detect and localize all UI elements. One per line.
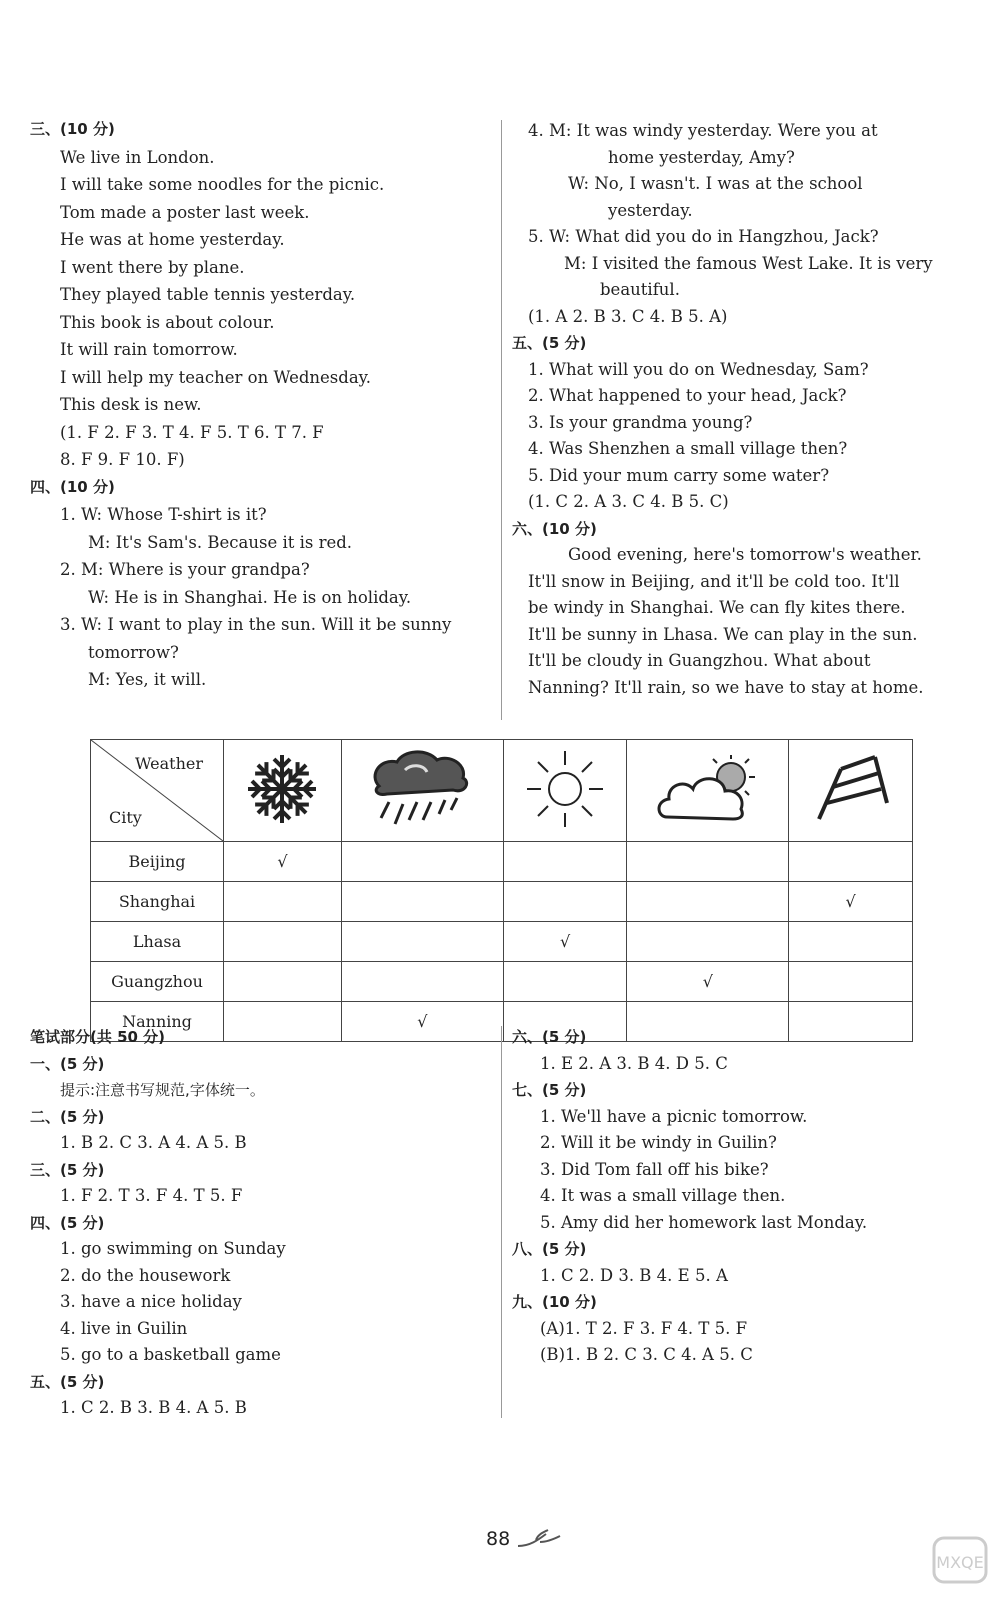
snow-icon [224, 740, 342, 842]
list-item: 4. Was Shenzhen a small village then? [528, 439, 848, 458]
mark-cell [341, 842, 503, 882]
city-cell: Lhasa [91, 922, 224, 962]
section-heading: 六、(5 分) [512, 1028, 587, 1046]
list-item: This desk is new. [60, 395, 202, 414]
mark-cell: √ [503, 922, 627, 962]
mark-cell: √ [789, 882, 913, 922]
section-heading: 三、(5 分) [30, 1160, 105, 1179]
section-heading: 四、(10 分) [30, 477, 115, 496]
leaf-ornament-icon [516, 1528, 566, 1554]
section-heading: 六、(10 分) [512, 519, 597, 538]
dialogue-line: 1. W: Whose T-shirt is it? [60, 505, 267, 524]
section-heading: 四、(5 分) [30, 1213, 105, 1232]
mark-cell [341, 922, 503, 962]
sun-icon [503, 740, 627, 842]
section-heading: 五、(5 分) [512, 334, 587, 352]
list-item: 5. Did your mum carry some water? [528, 465, 830, 485]
answer-line: (1. A 2. B 3. C 4. B 5. A) [528, 306, 728, 326]
list-item: 5. Amy did her homework last Monday. [540, 1212, 868, 1232]
list-item: 5. go to a basketball game [60, 1345, 281, 1364]
watermark-logo-icon [930, 1530, 990, 1590]
section-heading: 一、(5 分) [30, 1054, 105, 1073]
list-item: They played table tennis yesterday. [60, 285, 356, 304]
mark-cell [503, 962, 627, 1002]
passage-line: Good evening, here's tomorrow's weather. [568, 545, 922, 564]
listening-right-column [512, 118, 962, 701]
written-part-title: 笔试部分(共 50 分) [30, 1028, 166, 1046]
answer-line: 1. F 2. T 3. F 4. T 5. F [60, 1186, 243, 1205]
dialogue-line: 4. M: It was windy yesterday. Were you at [528, 121, 878, 140]
written-left-column [30, 1024, 490, 1422]
dialogue-line: beautiful. [600, 280, 680, 299]
table-row [91, 962, 913, 1002]
mark-cell [627, 842, 789, 882]
listening-left-column [30, 116, 490, 694]
mark-cell [224, 882, 342, 922]
table-row [91, 842, 913, 882]
section-heading: 七、(5 分) [512, 1081, 587, 1099]
answer-line: 1. E 2. A 3. B 4. D 5. C [540, 1053, 728, 1073]
mark-cell [224, 922, 342, 962]
city-cell: Beijing [91, 842, 224, 882]
list-item: 4. live in Guilin [60, 1318, 188, 1338]
answer-line: (B)1. B 2. C 3. C 4. A 5. C [540, 1345, 753, 1364]
list-item: I will help my teacher on Wednesday. [60, 367, 372, 387]
table-row [91, 922, 913, 962]
mark-cell [503, 842, 627, 882]
mark-cell: √ [627, 962, 789, 1002]
passage-line: be windy in Shanghai. We can fly kites there. [528, 598, 906, 617]
section-heading: 二、(5 分) [30, 1107, 105, 1126]
list-item: 3. Did Tom fall off his bike? [540, 1159, 769, 1179]
list-item: 1. go swimming on Sunday [60, 1239, 286, 1258]
answer-line: 1. C 2. D 3. B 4. E 5. A [540, 1265, 728, 1285]
dialogue-line: yesterday. [608, 200, 693, 220]
mark-cell [789, 962, 913, 1002]
table-header-row [91, 740, 913, 842]
city-cell: Nanning [91, 1002, 224, 1042]
dialogue-line: 2. M: Where is your grandpa? [60, 560, 310, 579]
passage-line: It'll be sunny in Lhasa. We can play in the sun. [528, 624, 918, 644]
dialogue-line: M: Yes, it will. [88, 670, 207, 689]
column-divider [501, 120, 502, 720]
weather-label: Weather [135, 754, 203, 773]
dialogue-line: home yesterday, Amy? [608, 147, 795, 167]
list-item: 2. What happened to your head, Jack? [528, 386, 847, 405]
mark-cell: √ [341, 1002, 503, 1042]
cloudy-icon [627, 740, 789, 842]
mark-cell: √ [224, 842, 342, 882]
weather-table [90, 739, 913, 1042]
mark-cell [789, 922, 913, 962]
dialogue-line: W: No, I wasn't. I was at the school [568, 174, 863, 193]
dialogue-line: M: I visited the famous West Lake. It is very [564, 253, 933, 273]
table-corner-cell [91, 740, 224, 842]
list-item: We live in London. [60, 147, 215, 167]
mark-cell [224, 962, 342, 1002]
list-item: 1. What will you do on Wednesday, Sam? [528, 359, 869, 379]
city-cell: Shanghai [91, 882, 224, 922]
mark-cell [627, 882, 789, 922]
section-heading: 五、(5 分) [30, 1372, 105, 1391]
list-item: 2. do the housework [60, 1265, 231, 1285]
answer-line: (1. C 2. A 3. C 4. B 5. C) [528, 492, 729, 511]
svg-text:MXQE: MXQE [936, 1553, 984, 1572]
passage-line: Nanning? It'll rain, so we have to stay at home. [528, 677, 924, 697]
list-item: Tom made a poster last week. [60, 202, 310, 222]
answer-line: 1. C 2. B 3. B 4. A 5. B [60, 1398, 247, 1417]
answer-line: 1. B 2. C 3. A 4. A 5. B [60, 1133, 247, 1152]
dialogue-line: W: He is in Shanghai. He is on holiday. [88, 587, 412, 607]
dialogue-line: 5. W: What did you do in Hangzhou, Jack? [528, 227, 879, 246]
answer-line: 8. F 9. F 10. F) [60, 450, 185, 469]
mark-cell [341, 962, 503, 1002]
city-label: City [109, 808, 142, 827]
list-item: I will take some noodles for the picnic. [60, 175, 385, 194]
table-row [91, 882, 913, 922]
mark-cell [789, 842, 913, 882]
section-heading: 八、(5 分) [512, 1240, 587, 1258]
list-item: 4. It was a small village then. [540, 1186, 786, 1205]
list-item: I went there by plane. [60, 257, 245, 277]
city-cell: Guangzhou [91, 962, 224, 1002]
answer-line: (A)1. T 2. F 3. F 4. T 5. F [540, 1318, 748, 1338]
written-right-column [512, 1024, 962, 1369]
windy-icon [789, 740, 913, 842]
page-number: 88 [486, 1528, 511, 1550]
mark-cell [627, 922, 789, 962]
dialogue-line: tomorrow? [88, 642, 179, 662]
passage-line: It'll be cloudy in Guangzhou. What about [528, 651, 871, 670]
answer-line: (1. F 2. F 3. T 4. F 5. T 6. T 7. F [60, 422, 324, 442]
section-heading: 三、(10 分) [30, 120, 115, 138]
mark-cell [341, 882, 503, 922]
list-item: 2. Will it be windy in Guilin? [540, 1133, 777, 1152]
list-item: This book is about colour. [60, 312, 275, 332]
passage-line: It'll snow in Beijing, and it'll be cold too. It'll [528, 571, 900, 591]
dialogue-line: M: It's Sam's. Because it is red. [88, 532, 353, 552]
rain-icon [341, 740, 503, 842]
list-item: 1. We'll have a picnic tomorrow. [540, 1106, 808, 1126]
section-heading: 九、(10 分) [512, 1293, 597, 1311]
mark-cell [503, 882, 627, 922]
list-item: 3. Is your grandma young? [528, 412, 753, 432]
hint-text: 提示:注意书写规范,字体统一。 [60, 1081, 265, 1099]
column-divider [501, 1026, 502, 1418]
list-item: It will rain tomorrow. [60, 340, 238, 359]
dialogue-line: 3. W: I want to play in the sun. Will it be sunny [60, 615, 452, 634]
list-item: 3. have a nice holiday [60, 1292, 242, 1311]
list-item: He was at home yesterday. [60, 230, 285, 249]
